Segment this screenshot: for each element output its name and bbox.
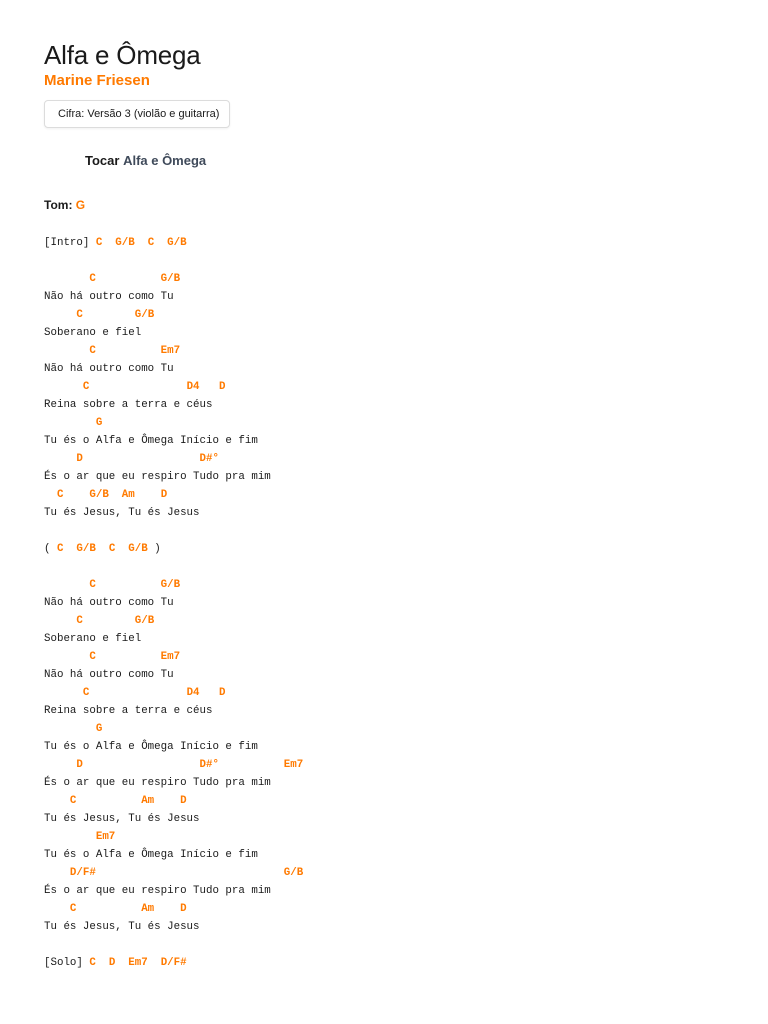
chord[interactable]: C: [89, 651, 96, 663]
chord-line: [44, 720, 303, 738]
chord[interactable]: G: [95, 417, 103, 429]
lyric-line: Não há outro como Tu: [44, 669, 174, 681]
chord[interactable]: C: [56, 543, 64, 555]
chord-line: [44, 486, 303, 504]
chord[interactable]: D: [180, 795, 187, 807]
chord[interactable]: C: [89, 345, 96, 357]
chord-line: [44, 414, 303, 432]
chord-line: [44, 342, 303, 360]
chord-line: [44, 450, 303, 468]
lyric-line: És o ar que eu respiro Tudo pra mim: [44, 471, 271, 483]
chord[interactable]: G/B: [89, 489, 109, 501]
lyric-line: Tu és o Alfa e Ômega Início e fim: [44, 741, 258, 753]
chord[interactable]: D: [219, 687, 226, 699]
chord[interactable]: G/B: [167, 237, 187, 249]
chord[interactable]: D: [76, 759, 83, 771]
chord[interactable]: D: [219, 381, 226, 393]
chord-line: [44, 270, 303, 288]
lyric-line: És o ar que eu respiro Tudo pra mim: [44, 777, 271, 789]
chord-line: [44, 576, 303, 594]
chord[interactable]: C: [56, 489, 64, 501]
chord-line: [44, 306, 303, 324]
chord[interactable]: C: [95, 237, 103, 249]
chord[interactable]: C: [89, 957, 96, 969]
chord[interactable]: C: [89, 579, 96, 591]
chord[interactable]: G/B: [76, 543, 96, 555]
chord[interactable]: Em7: [160, 345, 181, 357]
chord[interactable]: D4: [186, 687, 200, 699]
section-label: [115, 543, 128, 555]
lyric-line: Reina sobre a terra e céus: [44, 399, 213, 411]
section-label: [115, 957, 128, 969]
chord-line: [44, 900, 303, 918]
lyric-line: Tu és o Alfa e Ômega Início e fim: [44, 435, 258, 447]
version-selector-button[interactable]: Cifra: Versão 3 (violão e guitarra): [44, 100, 230, 128]
chord[interactable]: G/B: [283, 867, 304, 879]
chord[interactable]: D/F#: [69, 867, 96, 879]
chord-line: [44, 792, 303, 810]
play-song-link[interactable]: Alfa e Ômega: [123, 153, 207, 168]
chord[interactable]: G/B: [134, 615, 155, 627]
chord-sheet: [44, 234, 303, 972]
chord[interactable]: Am: [141, 795, 155, 807]
lyric-line: Tu és o Alfa e Ômega Início e fim: [44, 849, 258, 861]
chord[interactable]: G/B: [115, 237, 135, 249]
chord[interactable]: D#°: [199, 453, 219, 465]
chord[interactable]: C: [108, 543, 116, 555]
chord[interactable]: C: [69, 903, 77, 915]
blank-line: [44, 936, 303, 954]
section-label: (: [44, 543, 57, 555]
chord[interactable]: G/B: [134, 309, 155, 321]
chord-line: [44, 864, 303, 882]
chord[interactable]: G/B: [160, 273, 181, 285]
chord[interactable]: Em7: [128, 957, 148, 969]
section-label: [154, 237, 167, 249]
chord[interactable]: C: [82, 687, 90, 699]
section-label: [96, 957, 109, 969]
chord[interactable]: D: [76, 453, 83, 465]
chord[interactable]: D: [108, 957, 116, 969]
chord[interactable]: C: [82, 381, 90, 393]
play-song-row[interactable]: [85, 153, 206, 168]
lyric-line: Tu és Jesus, Tu és Jesus: [44, 921, 200, 933]
section-label: [Solo]: [44, 957, 90, 969]
chord[interactable]: C: [69, 795, 77, 807]
chord[interactable]: Em7: [160, 651, 181, 663]
chord-line: [44, 756, 303, 774]
chord[interactable]: C: [89, 273, 96, 285]
tom-row: [44, 198, 85, 212]
section-label: [135, 237, 148, 249]
section-label: [102, 237, 115, 249]
lyric-line: Reina sobre a terra e céus: [44, 705, 213, 717]
lyric-line: És o ar que eu respiro Tudo pra mim: [44, 885, 271, 897]
chord-line: [44, 828, 303, 846]
chord[interactable]: C: [76, 615, 83, 627]
chord[interactable]: D/F#: [160, 957, 187, 969]
section-label: [63, 543, 76, 555]
chord[interactable]: G/B: [160, 579, 181, 591]
chord[interactable]: C: [147, 237, 155, 249]
section-chord-line: [44, 234, 303, 252]
play-label: Tocar: [85, 153, 120, 168]
section-label: [Intro]: [44, 237, 96, 249]
chord[interactable]: D: [180, 903, 187, 915]
chord[interactable]: D4: [186, 381, 200, 393]
blank-line: [44, 252, 303, 270]
chord[interactable]: C: [76, 309, 83, 321]
artist-link[interactable]: Marine Friesen: [44, 72, 150, 89]
blank-line: [44, 522, 303, 540]
section-label: [96, 543, 109, 555]
lyric-line: Não há outro como Tu: [44, 363, 174, 375]
lyric-line: Não há outro como Tu: [44, 291, 174, 303]
chord-line: [44, 648, 303, 666]
tom-label: Tom:: [44, 198, 73, 212]
chord[interactable]: Am: [121, 489, 135, 501]
song-title: Alfa e Ômega: [44, 40, 201, 70]
chord[interactable]: D: [160, 489, 168, 501]
blank-line: [44, 558, 303, 576]
section-label: ): [147, 543, 161, 555]
chord[interactable]: G: [95, 723, 103, 735]
section-label: [148, 957, 161, 969]
chord-line: [44, 612, 303, 630]
lyric-line: Tu és Jesus, Tu és Jesus: [44, 813, 200, 825]
tom-key[interactable]: G: [75, 198, 86, 212]
chord[interactable]: D#°: [199, 759, 219, 771]
section-chord-line: [44, 954, 303, 972]
chord-line: [44, 378, 303, 396]
lyric-line: Não há outro como Tu: [44, 597, 174, 609]
chord-line: [44, 684, 303, 702]
chord[interactable]: Em7: [95, 831, 116, 843]
lyric-line: Tu és Jesus, Tu és Jesus: [44, 507, 200, 519]
lyric-line: Soberano e fiel: [44, 327, 142, 339]
lyric-line: Soberano e fiel: [44, 633, 142, 645]
section-chord-line: [44, 540, 303, 558]
chord[interactable]: Em7: [283, 759, 304, 771]
chord[interactable]: Am: [141, 903, 155, 915]
chord[interactable]: G/B: [128, 543, 148, 555]
